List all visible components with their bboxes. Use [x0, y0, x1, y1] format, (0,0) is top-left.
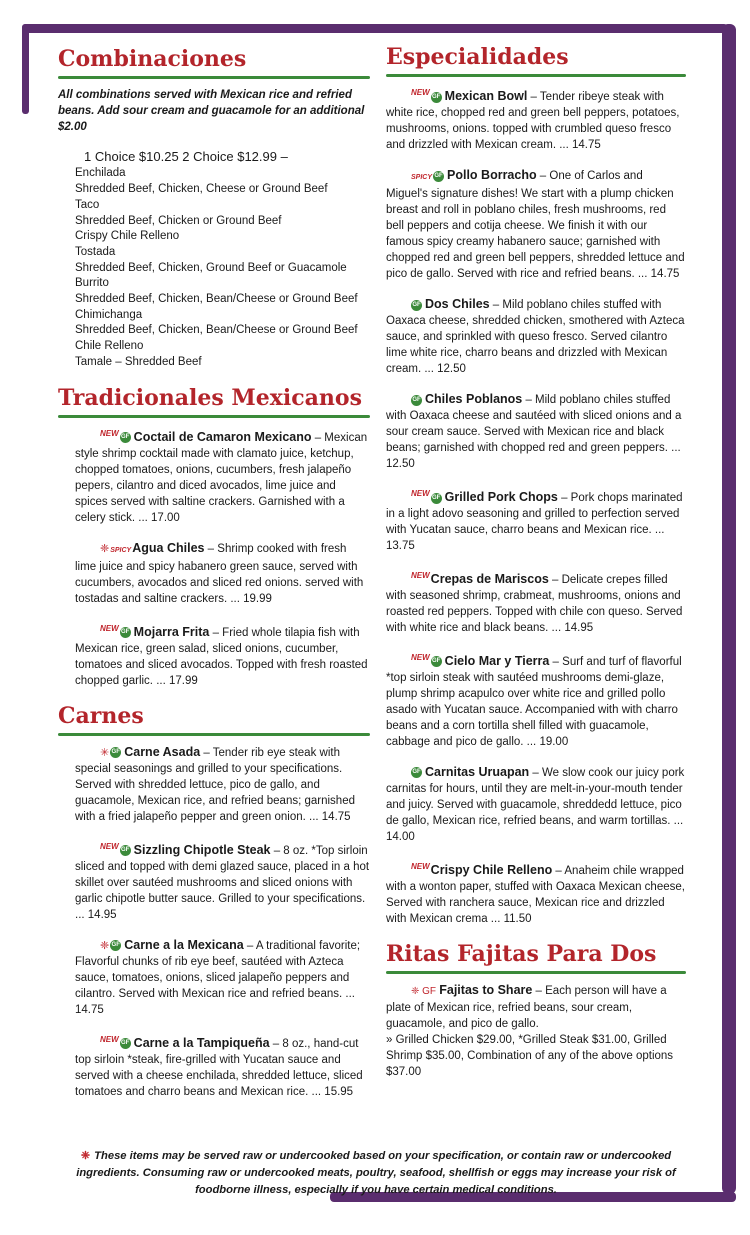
- gluten-free-badge-icon: GF: [433, 171, 444, 182]
- menu-item: [369, 568, 686, 636]
- menu-item: [58, 839, 370, 923]
- combo-line: Shredded Beef, Chicken or Ground Beef: [75, 214, 282, 227]
- item-description: – We slow cook our juicy pork carnitas for hours, until they are melt-in-your-mouth tender and juicy. Served with guacamole, shreddedd lettuce, pico de gallo, Mexican rice, refried beans, and warm tortillas. ... 14.00: [386, 766, 685, 843]
- item-badges: [386, 170, 447, 182]
- section-carnes: [58, 703, 370, 1100]
- gluten-free-badge-icon: GF: [110, 747, 121, 758]
- item-description: – A traditional favorite; Flavorful chunks of rib eye beef, sautéed with Azteca sauce, tomatoes, onions, sliced jalapeño peppers and cilantro. Served with Mexican rice and refried beans. ... 14.75: [75, 939, 361, 1016]
- fajitas-badges: ❈ GF: [411, 985, 437, 997]
- menu-items: [369, 85, 686, 926]
- item-description: – Mexican style shrimp cocktail made with clamato juice, ketchup, chopped tomatoes, onions, cucumbers, fresh jalapeño pepers, cilantro and diced avocados, lime juice and spices served with saltine crackers. Garnished with a celery stick. ... 17.00: [75, 431, 368, 524]
- menu-item: [386, 982, 686, 1080]
- item-name: Carnitas Uruapan: [425, 764, 530, 779]
- item-name: Carne a la Tampiqueña: [133, 1035, 270, 1050]
- gluten-free-badge-icon: GF: [120, 627, 131, 638]
- item-name: Pollo Borracho: [447, 168, 537, 183]
- item-name: Cielo Mar y Tierra: [444, 653, 550, 668]
- item-description: – Pork chops marinated in a light adovo seasoning and grilled to perfection served with Yucatan sauce, charro beans and Mexican rice. ... 13.75: [386, 492, 683, 553]
- new-badge-icon: NEW: [100, 841, 119, 851]
- item-name: Coctail de Camaron Mexicano: [133, 429, 312, 444]
- item-name: Mojarra Frita: [133, 624, 210, 639]
- combo-line: Burrito: [75, 277, 109, 290]
- menu-item: [369, 85, 686, 153]
- item-badges: [75, 841, 134, 857]
- gluten-free-badge-icon: GF: [411, 395, 422, 406]
- gluten-free-badge-icon: GF: [411, 767, 422, 778]
- item-description: – Shrimp cooked with fresh lime juice and spicy habanero green sauce, served with cucumbers, avocados and sliced red onions. served with tostadas and saltine crackers. ... 19.99: [75, 542, 364, 605]
- section-fajitas: [386, 941, 686, 1080]
- gluten-free-badge-icon: GF: [120, 432, 131, 443]
- item-description: – Tender ribeye steak with white rice, chopped red and green bell peppers, potatoes, mushrooms, onions. topped with crumbled queso fresco and drizzled with Mexican cream. ... 14.75: [386, 91, 680, 152]
- new-badge-icon: NEW: [411, 571, 430, 581]
- gluten-free-badge-icon: GF: [411, 300, 422, 311]
- raw-warning-icon: ❈: [100, 939, 110, 952]
- item-name: Sizzling Chipotle Steak: [133, 842, 271, 857]
- section-divider: [58, 415, 370, 418]
- menu-item: [58, 426, 370, 526]
- item-badges: [75, 940, 124, 952]
- section-tradicionales: [58, 385, 370, 689]
- menu-item: [369, 167, 686, 282]
- spicy-badge-icon: SPICY: [411, 174, 433, 182]
- section-title: Tradicionales Mexicanos: [58, 384, 362, 411]
- combo-list: [58, 166, 370, 370]
- item-description: – Tender rib eye steak with special seasonings and grilled to your specifications. Served with shredded lettuce, pico de gallo, and guacamole, Mexican rice, and refried beans; garnished with a fried jalapeño pepper and green onion. ... 14.75: [75, 746, 355, 823]
- section-title: Carnes: [58, 702, 144, 729]
- item-badges: [386, 571, 431, 586]
- item-description: – Surf and turf of flavorful *top sirloin steak with sautéed mushrooms demi-glaze, plump shrimp acapulco over white rice and grilled pollo asado with Yucatan sauce. Accompanied with with charro beans and a corn tortilla shell filled with guacamole, cabbage and pico de gallo. ... 19.00: [386, 655, 682, 748]
- combinaciones-intro: All combinations served with Mexican rice and refried beans. Add sour cream and guacamole for an additional $2.00: [58, 89, 365, 134]
- frame-border-right: [722, 24, 736, 1194]
- item-description: – Fried whole tilapia fish with Mexican rice, green salad, sliced onions, cucumber, tomatoes and sliced avocados. Topped with fresh roasted chopped garlic. ... 17.99: [75, 626, 368, 687]
- item-badges: [386, 861, 431, 877]
- item-description: – Mild poblano chiles stuffed with Oaxaca cheese and sautéed with sliced onions and a sour cream sauce. Served with Mexican rice and black beans; garnished with chopped red and green peppers. ... 12.50: [386, 394, 682, 471]
- menu-item: [369, 391, 686, 472]
- item-badges: [386, 88, 445, 103]
- combo-line: Chimichanga: [75, 308, 143, 321]
- spicy-badge-icon: SPICY: [110, 546, 132, 554]
- new-badge-icon: NEW: [411, 652, 430, 662]
- gluten-free-badge-icon: GF: [431, 493, 442, 504]
- item-name: Carne a la Mexicana: [124, 937, 244, 952]
- item-name: Chiles Poblanos: [425, 392, 523, 407]
- item-badges: [75, 623, 134, 639]
- disclaimer-text: These items may be served raw or undercooked based on your specification, or contain raw or undercooked ingredients. Consuming raw or undercooked meats, poultry, seafood, shellfish or eggs may increase your risk of foodborne illness, especially if you have certain medical conditions.: [76, 1150, 676, 1196]
- item-badges: [75, 428, 134, 444]
- item-name: Grilled Pork Chops: [444, 490, 558, 505]
- raw-food-disclaimer: [58, 1148, 694, 1199]
- section-divider: [58, 733, 370, 736]
- item-description: – Delicate crepes filled with seasoned shrimp, crabmeat, mushrooms, onions and roasted red peppers. Topped with chile con queso. Served with white rice and black beans. ... 14.95: [386, 573, 683, 634]
- item-name: Fajitas to Share: [439, 982, 533, 997]
- item-description: – 8 oz. *Top sirloin sliced and topped with demi glazed sauce, placed in a hot skillet over sautéed mushrooms and sliced onions with garlic chipotle butter sauce. Grilled to your specifications. ... 14.95: [75, 844, 370, 921]
- combo-line: Shredded Beef, Chicken, Bean/Cheese or Ground Beef: [75, 324, 358, 337]
- item-badges: [386, 394, 425, 406]
- frame-border-top: [22, 24, 728, 33]
- gluten-free-badge-icon: GF: [431, 656, 442, 667]
- item-badges: [386, 299, 425, 311]
- item-name: Mexican Bowl: [444, 89, 528, 104]
- menu-item: [369, 296, 686, 377]
- section-divider: [386, 971, 686, 974]
- item-badges: [75, 1034, 134, 1050]
- combo-line: Chile Relleno: [75, 340, 144, 353]
- raw-warning-icon: ✳: [100, 746, 110, 759]
- menu-item: [369, 486, 686, 554]
- raw-warning-icon: ❈: [100, 542, 110, 555]
- section-title: Combinaciones: [58, 46, 247, 72]
- menu-item: [369, 764, 686, 845]
- asterisk-icon: ❈: [80, 1150, 91, 1162]
- menu-item: [369, 859, 686, 927]
- gluten-free-badge-icon: GF: [431, 92, 442, 103]
- left-column: [58, 46, 370, 1114]
- new-badge-icon: NEW: [411, 88, 430, 98]
- new-badge-icon: NEW: [100, 1034, 119, 1044]
- fajitas-options: » Grilled Chicken $29.00, *Grilled Steak $31.00, Grilled Shrimp $35.00, Combination of any of the above options $37.00: [386, 1033, 674, 1078]
- menu-item: [369, 650, 686, 750]
- combo-line: Tamale – Shredded Beef: [75, 355, 202, 368]
- new-badge-icon: NEW: [411, 489, 430, 499]
- item-badges: [386, 489, 445, 504]
- item-badges: [75, 747, 124, 759]
- right-column: [386, 44, 686, 1094]
- combo-line: Shredded Beef, Chicken, Cheese or Ground Beef: [75, 183, 328, 196]
- menu-item: [58, 540, 370, 607]
- new-badge-icon: NEW: [100, 428, 119, 438]
- section-especialidades: [386, 44, 686, 927]
- item-name: Crispy Chile Relleno: [430, 862, 553, 877]
- combo-price-line: 1 Choice $10.25 2 Choice $12.99 –: [84, 149, 288, 165]
- item-badges: [386, 652, 445, 668]
- item-name: Dos Chiles: [425, 297, 490, 312]
- item-description: – Anaheim chile wrapped with a wonton paper, stuffed with Oaxaca Mexican cheese, Served with ranchera sauce, Mexican rice and drizzled with Mexican crema ... 11.50: [386, 864, 685, 925]
- item-description: – Each person will have a plate of Mexican rice, refried beans, sour cream, guacamole, and pico de gallo.: [386, 984, 667, 1030]
- combo-line: Shredded Beef, Chicken, Ground Beef or Guacamole: [75, 261, 347, 274]
- new-badge-icon: NEW: [100, 623, 119, 633]
- menu-item: [58, 937, 370, 1018]
- gluten-free-badge-icon: GF: [120, 1038, 131, 1049]
- frame-border-left: [22, 24, 29, 114]
- section-combinaciones: [58, 46, 370, 371]
- gluten-free-badge-icon: GF: [120, 845, 131, 856]
- item-description: – One of Carlos and Miguel's signature dishes! We start with a plump chicken breast and roll in poblano chiles, fresh mushrooms, red bell peppers and cotija cheese. We finish it with our famous spicy creamy habanero sauce; garnished with chopped red and green bell peppers, shredded lettuce and pico de gallo. Served with rice and refried beans. ... 14.75: [386, 170, 685, 281]
- combo-line: Enchilada: [75, 167, 126, 180]
- item-badges: [386, 767, 425, 779]
- item-name: Crepas de Mariscos: [430, 571, 549, 586]
- menu-item: [58, 1032, 370, 1100]
- item-description: – Mild poblano chiles stuffed with Oaxaca cheese, shredded chicken, smothered with Azteca sauce, and sprinkled with queso fresco. Served cilantro lime white rice, charro beans and drizzled with Mexican cream. ... 12.50: [386, 299, 685, 376]
- combo-line: Crispy Chile Relleno: [75, 230, 180, 243]
- item-name: Carne Asada: [124, 744, 201, 759]
- item-description: – 8 oz., hand-cut top sirloin *steak, fire-grilled with Yucatan sauce and served with a cheese enchilada, shredded lettuce, sliced tomatoes and charro beans and Mexican rice. ... 15.95: [75, 1037, 363, 1098]
- new-badge-icon: NEW: [411, 861, 430, 871]
- menu-items: [58, 426, 370, 689]
- combo-line: Shredded Beef, Chicken, Bean/Cheese or Ground Beef: [75, 293, 358, 306]
- section-title: Ritas Fajitas Para Dos: [386, 940, 657, 967]
- menu-items: [58, 744, 370, 1100]
- section-divider: [58, 76, 370, 79]
- section-divider: [386, 74, 686, 77]
- menu-item: [58, 744, 370, 825]
- combo-line: Taco: [75, 198, 100, 211]
- section-title: Especialidades: [386, 44, 569, 70]
- gluten-free-badge-icon: GF: [110, 940, 121, 951]
- menu-item: [58, 621, 370, 689]
- item-name: Agua Chiles: [132, 540, 205, 555]
- combo-line: Tostada: [75, 245, 116, 258]
- item-badges: [75, 543, 132, 555]
